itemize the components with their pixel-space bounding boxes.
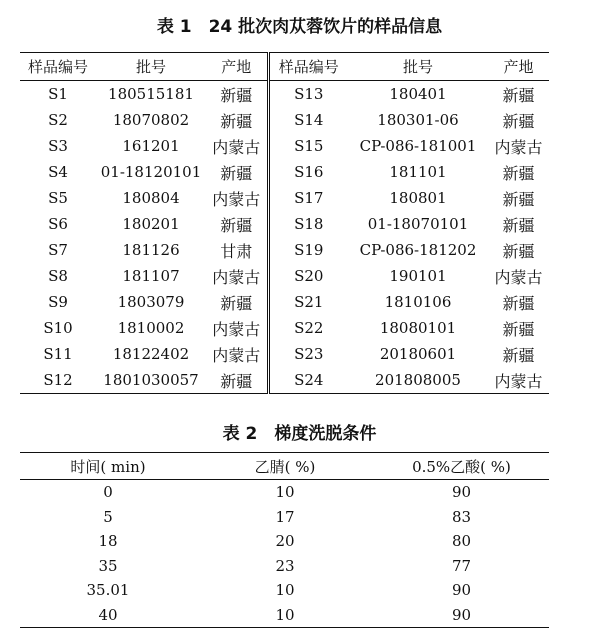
header-acetic-acid: 0.5%乙酸( %)	[374, 453, 549, 480]
batch-no-cell: 181101	[389, 163, 447, 181]
origin-cell: 内蒙古	[206, 315, 268, 341]
batch-no-cell: 1803079	[117, 293, 185, 311]
header-acetonitrile: 乙腈( %)	[196, 453, 374, 480]
sample-id-cell: S21	[294, 293, 324, 311]
sample-info-table	[20, 52, 549, 394]
sample-id-cell: S17	[294, 189, 324, 207]
header-origin: 产地	[206, 53, 268, 81]
sample-id-cell: S19	[294, 241, 324, 259]
batch-no-cell: 1810106	[384, 293, 452, 311]
sample-id-cell: S10	[43, 319, 73, 337]
sample-id-cell: S24	[268, 367, 348, 394]
sample-id-cell: S22	[294, 319, 324, 337]
sample-id-cell: S16	[294, 163, 324, 181]
acetic-acid-cell: 77	[451, 556, 472, 575]
origin-cell: 新疆	[502, 293, 535, 313]
header-sample-id: 样品编号	[20, 53, 96, 81]
time-cell: 35	[98, 556, 118, 575]
batch-no-cell: 180301-06	[377, 111, 459, 129]
time-cell: 0	[103, 483, 113, 502]
origin-cell: 内蒙古	[206, 341, 268, 367]
origin-cell: 新疆	[206, 81, 268, 108]
origin-cell: 新疆	[206, 159, 268, 185]
sample-id-cell: S8	[48, 267, 68, 285]
sample-id-cell: S1	[48, 85, 68, 103]
acetic-acid-cell: 90	[451, 483, 472, 502]
batch-no-cell: 180401	[389, 85, 447, 103]
batch-no-cell: 01-18070101	[367, 215, 469, 233]
batch-no-cell: 180804	[122, 189, 180, 207]
header-batch-no: 批号	[348, 53, 488, 81]
origin-cell: 新疆	[502, 111, 535, 131]
sample-id-cell: S11	[43, 345, 73, 363]
origin-cell: 新疆	[502, 163, 535, 183]
origin-cell: 新疆	[206, 289, 268, 315]
table-row	[20, 480, 549, 505]
table-row	[20, 603, 549, 628]
batch-no-cell: 18080101	[379, 319, 457, 337]
table-row	[20, 505, 549, 530]
batch-no-cell: 181107	[122, 267, 180, 285]
origin-cell: 新疆	[502, 241, 535, 261]
table-row	[20, 289, 549, 315]
origin-cell: 新疆	[502, 345, 535, 365]
sample-id-cell: S18	[294, 215, 324, 233]
acetonitrile-cell: 23	[275, 556, 295, 575]
origin-cell: 新疆	[206, 211, 268, 237]
table-row	[20, 159, 549, 185]
sample-id-cell: S6	[48, 215, 68, 233]
batch-no-cell: 18070802	[112, 111, 190, 129]
origin-cell: 新疆	[206, 367, 268, 394]
batch-no-cell: 18122402	[112, 345, 190, 363]
gradient-elution-table	[20, 452, 549, 628]
batch-no-cell: 190101	[389, 267, 447, 285]
header-sample-id: 样品编号	[268, 53, 348, 81]
sample-id-cell: S15	[294, 137, 324, 155]
time-cell: 40	[20, 603, 196, 628]
time-cell: 5	[103, 507, 113, 526]
sample-id-cell: S3	[48, 137, 68, 155]
table2-header-row	[20, 453, 549, 480]
sample-id-cell: S9	[48, 293, 68, 311]
table-row	[20, 107, 549, 133]
batch-no-cell: 20180601	[379, 345, 457, 363]
origin-cell: 新疆	[502, 189, 535, 209]
table-row	[20, 211, 549, 237]
sample-id-cell: S4	[48, 163, 68, 181]
table-row	[20, 81, 549, 108]
batch-no-cell: CP-086-181001	[359, 137, 477, 155]
origin-cell: 内蒙古	[206, 263, 268, 289]
header-time: 时间( min)	[20, 453, 196, 480]
acetonitrile-cell: 10	[275, 483, 295, 502]
batch-no-cell: 181126	[122, 241, 180, 259]
batch-no-cell: 180201	[122, 215, 180, 233]
table2-caption: 表 2 梯度洗脱条件	[222, 424, 377, 444]
origin-cell: 新疆	[206, 107, 268, 133]
table-row	[20, 237, 549, 263]
batch-no-cell: 161201	[122, 137, 180, 155]
time-cell: 18	[98, 532, 118, 551]
acetic-acid-cell: 83	[451, 507, 472, 526]
header-origin: 产地	[488, 53, 549, 81]
origin-cell: 内蒙古	[206, 185, 268, 211]
sample-id-cell: S5	[48, 189, 68, 207]
sample-id-cell: S13	[294, 85, 324, 103]
batch-no-cell: 201808005	[348, 367, 488, 394]
origin-cell: 甘肃	[206, 237, 268, 263]
table-row	[20, 133, 549, 159]
table-row	[20, 315, 549, 341]
batch-no-cell: CP-086-181202	[359, 241, 477, 259]
acetonitrile-cell: 10	[196, 603, 374, 628]
sample-id-cell: S12	[20, 367, 96, 394]
acetic-acid-cell: 90	[451, 581, 472, 600]
acetonitrile-cell: 20	[275, 532, 295, 551]
origin-cell: 新疆	[502, 319, 535, 339]
origin-cell: 新疆	[502, 85, 535, 105]
table1-header-row	[20, 53, 549, 81]
table-row	[20, 263, 549, 289]
sample-id-cell: S14	[294, 111, 324, 129]
sample-id-cell: S23	[294, 345, 324, 363]
batch-no-cell: 180801	[389, 189, 447, 207]
table-row	[20, 185, 549, 211]
table-row	[20, 578, 549, 603]
batch-no-cell: 01-18120101	[100, 163, 202, 181]
table-row	[20, 341, 549, 367]
origin-cell: 内蒙古	[494, 267, 543, 287]
table-row	[20, 529, 549, 554]
table-row	[20, 367, 549, 394]
time-cell: 35.01	[86, 581, 130, 600]
header-batch-no: 批号	[96, 53, 206, 81]
batch-no-cell: 1801030057	[96, 367, 206, 394]
sample-id-cell: S7	[48, 241, 68, 259]
batch-no-cell: 180515181	[108, 85, 194, 103]
origin-cell: 内蒙古	[494, 137, 543, 157]
origin-cell: 内蒙古	[206, 133, 268, 159]
acetic-acid-cell: 80	[451, 532, 472, 551]
table-row	[20, 554, 549, 579]
acetic-acid-cell: 90	[374, 603, 549, 628]
origin-cell: 新疆	[502, 215, 535, 235]
acetonitrile-cell: 10	[275, 581, 295, 600]
batch-no-cell: 1810002	[117, 319, 185, 337]
table1-caption: 表 1 24 批次肉苁蓉饮片的样品信息	[156, 17, 443, 37]
acetonitrile-cell: 17	[275, 507, 295, 526]
sample-id-cell: S2	[48, 111, 68, 129]
origin-cell: 内蒙古	[488, 367, 549, 394]
sample-id-cell: S20	[294, 267, 324, 285]
